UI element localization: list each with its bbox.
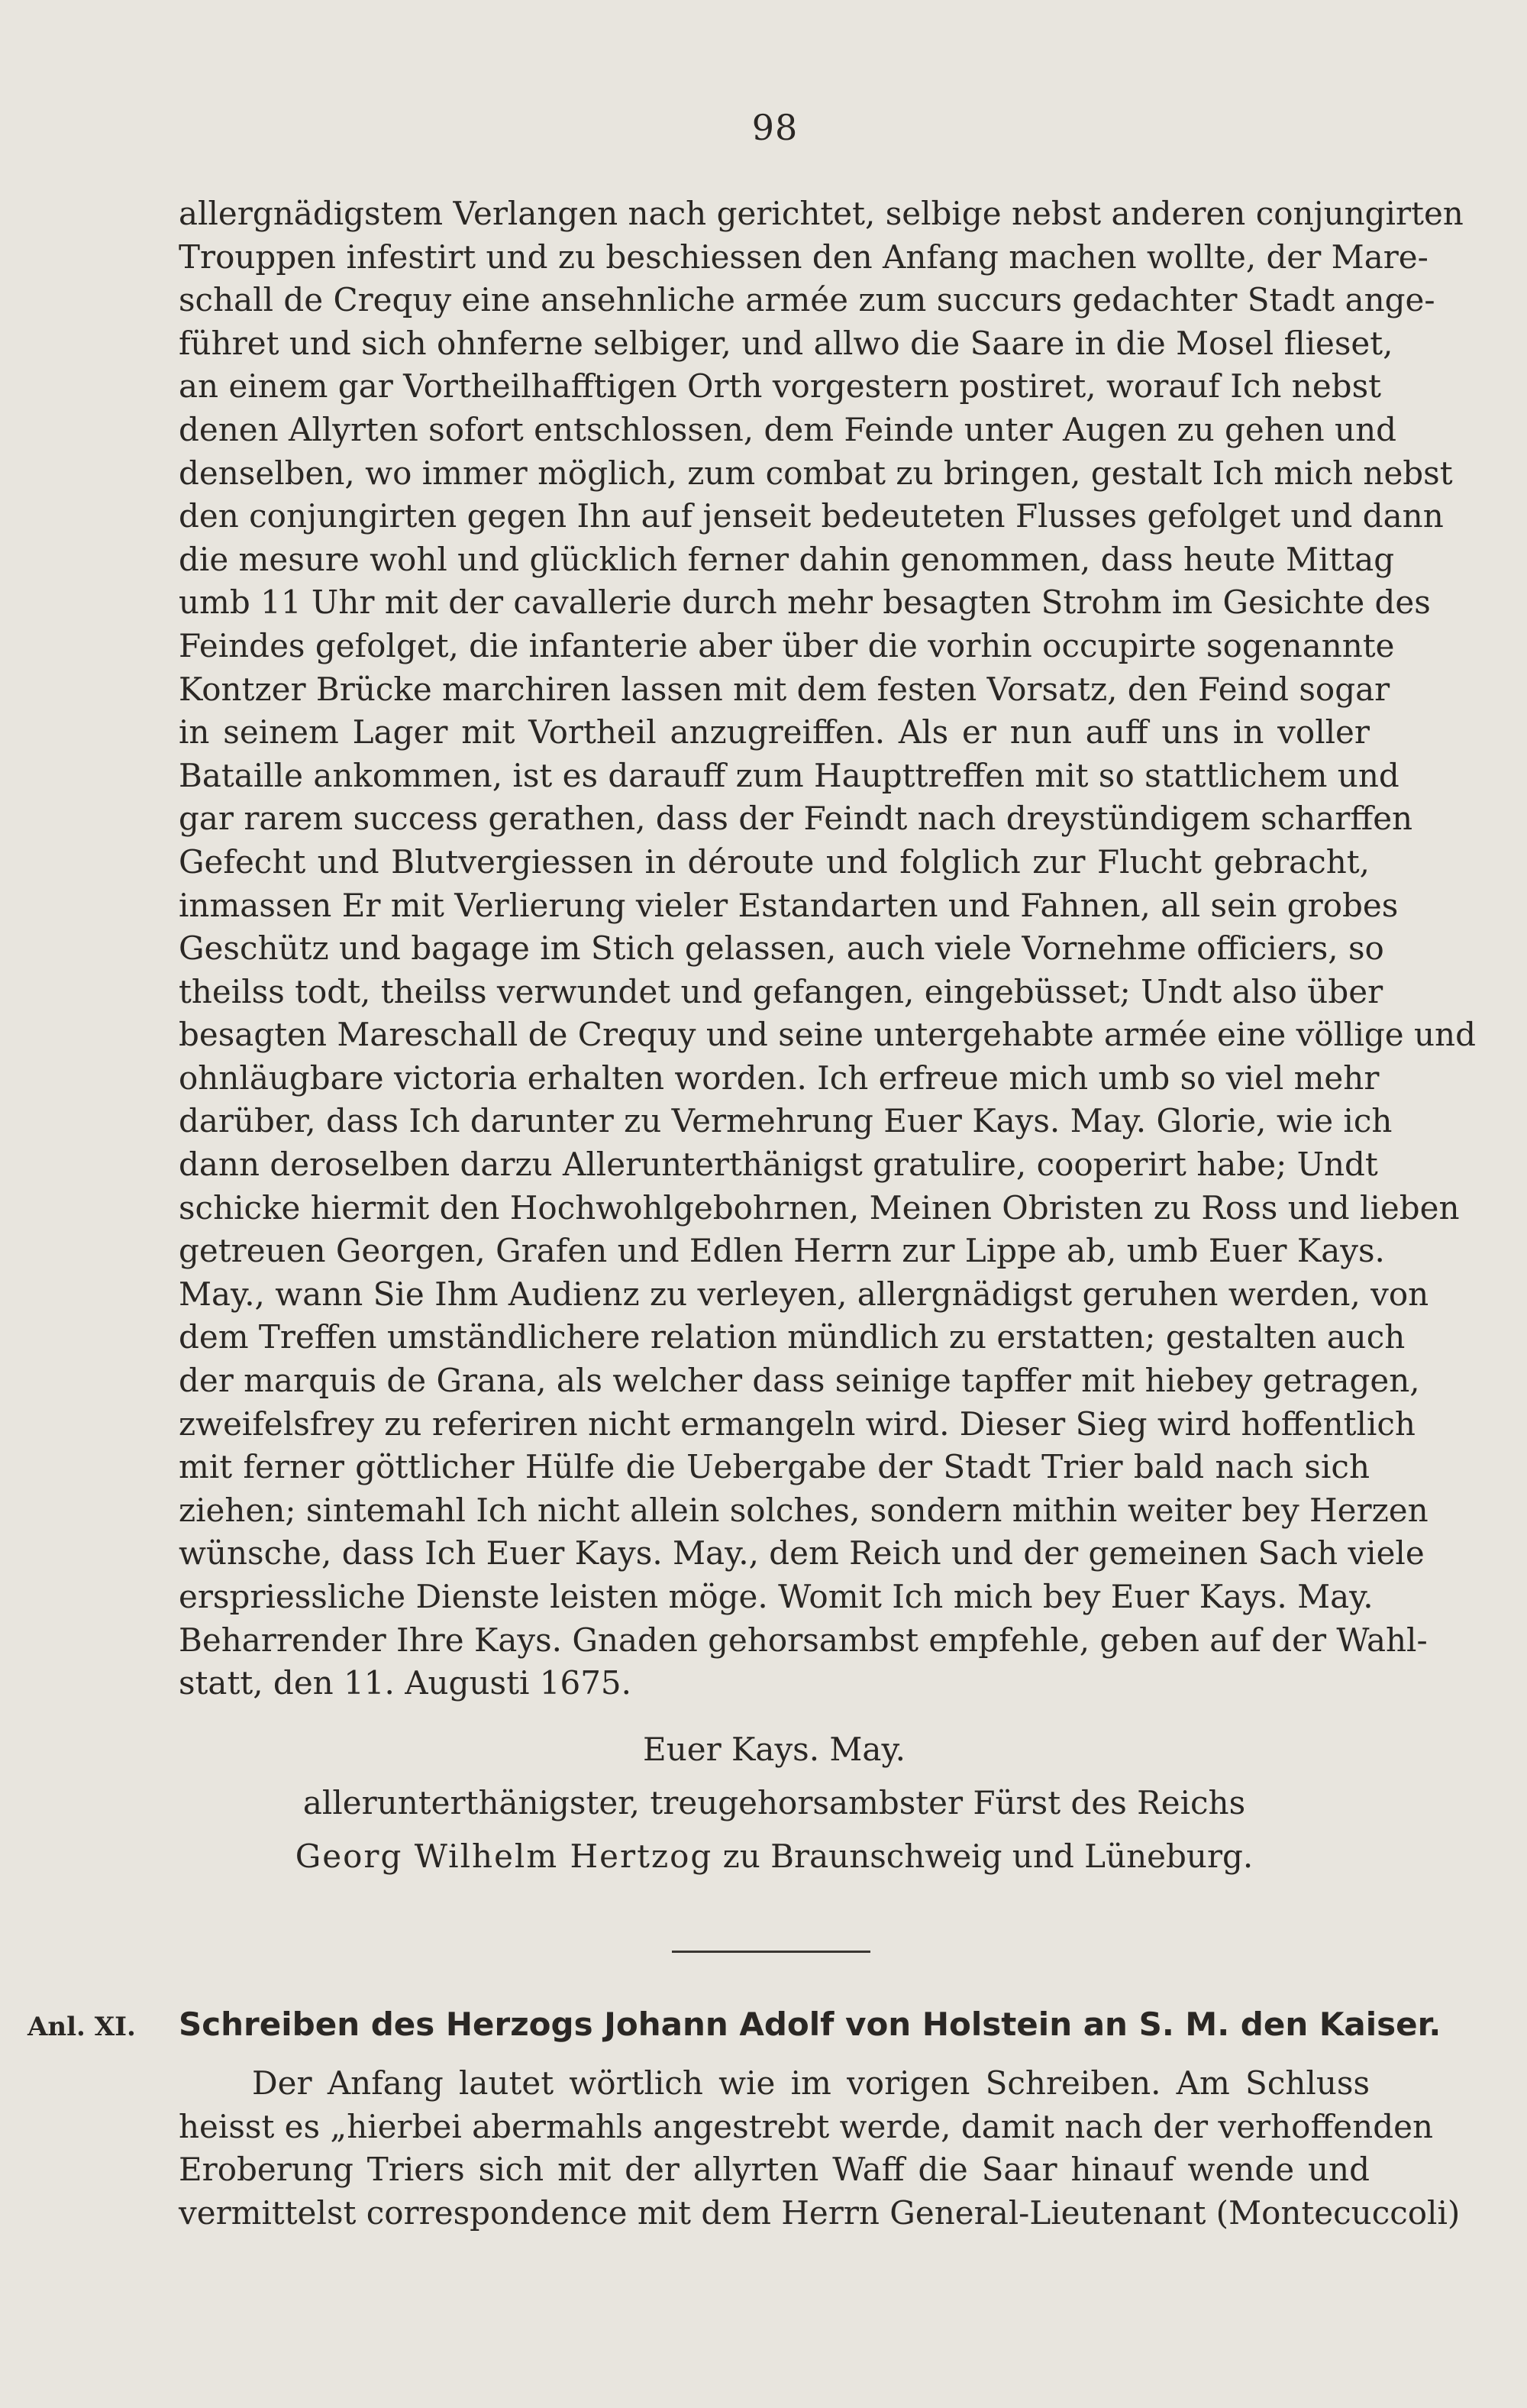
letter-line: in seinem Lager mit Vortheil anzugreiffen. Als er nun auff uns in voller bbox=[179, 713, 1370, 751]
letter-line: ziehen; sintemahl Ich nicht allein solches, sondern mithin weiter bey Herzen bbox=[179, 1491, 1429, 1529]
signature-name: Georg Wilhelm Hertzog bbox=[295, 1838, 713, 1875]
letter-body bbox=[179, 192, 1476, 1705]
letter-line: führet und sich ohnferne selbiger, und allwo die Saare in die Mosel flieset, bbox=[179, 324, 1393, 362]
letter-line: Gefecht und Blutvergiessen in déroute und folglich zur Flucht gebracht, bbox=[179, 842, 1370, 881]
annex-line: heisst es „hierbei abermahls angestrebt werde, damit nach der verhoffenden bbox=[179, 2107, 1434, 2145]
letter-line: besagten Mareschall de Crequy und seine untergehabte armée eine völlige und bbox=[179, 1016, 1476, 1054]
annex-line: Der Anfang lautet wörtlich wie im vorigen Schreiben. Am Schluss bbox=[252, 2064, 1370, 2102]
letter-line: darüber, dass Ich darunter zu Vermehrung Euer Kays. May. Glorie, wie ich bbox=[179, 1102, 1393, 1140]
annex-body bbox=[179, 2062, 1461, 2235]
letter-line: allergnädigstem Verlangen nach gerichtet, selbige nebst anderen conjungirten bbox=[179, 195, 1464, 232]
letter-line: theilss todt, theilss verwundet und gefangen, eingebüsset; Undt also über bbox=[179, 972, 1383, 1010]
letter-line: Feindes gefolget, die infanterie aber über die vorhin occupirte sogenannte bbox=[179, 626, 1395, 664]
section-divider bbox=[672, 1951, 870, 1953]
letter-line: inmassen Er mit Verlierung vieler Estandarten und Fahnen, all sein grobes bbox=[179, 886, 1399, 924]
letter-line: erspriessliche Dienste leisten möge. Womit Ich mich bey Euer Kays. May. bbox=[179, 1578, 1374, 1615]
annex-line: vermittelst correspondence mit dem Herrn General-Lieutenant (Montecuccoli) bbox=[179, 2193, 1461, 2232]
letter-line: dem Treffen umständlichere relation mündlich zu erstatten; gestalten auch bbox=[179, 1318, 1406, 1356]
letter-line: zweifelsfrey zu referiren nicht ermangeln wird. Dieser Sieg wird hoffentlich bbox=[179, 1404, 1416, 1443]
signature-rest: zu Braunschweig und Lüneburg. bbox=[722, 1838, 1254, 1875]
letter-line: denen Allyrten sofort entschlossen, dem Feinde unter Augen zu gehen und bbox=[179, 410, 1397, 448]
section-heading: Schreiben des Herzogs Johann Adolf von Holstein an S. M. den Kaiser. bbox=[179, 2006, 1441, 2043]
letter-line-last: statt, den 11. Augusti 1675. bbox=[179, 1664, 631, 1702]
letter-line: getreuen Georgen, Grafen und Edlen Herrn zur Lippe ab, umb Euer Kays. bbox=[179, 1232, 1385, 1270]
letter-line: Bataille ankommen, ist es darauff zum Haupttreffen mit so stattlichem und bbox=[179, 756, 1399, 794]
letter-line: Trouppen infestirt und zu beschiessen den Anfang machen wollte, der Mare- bbox=[179, 238, 1429, 276]
letter-line: Kontzer Brücke marchiren lassen mit dem festen Vorsatz, den Feind sogar bbox=[179, 670, 1390, 708]
page-number: 98 bbox=[751, 107, 799, 148]
letter-line: Beharrender Ihre Kays. Gnaden gehorsambst empfehle, geben auf der Wahl- bbox=[179, 1621, 1428, 1659]
letter-line: mit ferner göttlicher Hülfe die Uebergabe der Stadt Trier bald nach sich bbox=[179, 1448, 1370, 1486]
letter-line: umb 11 Uhr mit der cavallerie durch mehr besagten Strohm im Gesichte des bbox=[179, 583, 1431, 622]
letter-line: denselben, wo immer möglich, zum combat zu bringen, gestalt Ich mich nebst bbox=[179, 454, 1453, 492]
letter-line: Geschütz und bagage im Stich gelassen, auch viele Vornehme officiers, so bbox=[179, 929, 1384, 968]
letter-line: ohnläugbare victoria erhalten worden. Ich erfreue mich umb so viel mehr bbox=[179, 1059, 1380, 1097]
letter-line: gar rarem success gerathen, dass der Feindt nach dreystündigem scharffen bbox=[179, 800, 1413, 838]
letter-line: schall de Crequy eine ansehnliche armée zum succurs gedachter Stadt ange- bbox=[179, 281, 1435, 319]
letter-line: der marquis de Grana, als welcher dass seinige tapffer mit hiebey getragen, bbox=[179, 1362, 1420, 1400]
signature bbox=[179, 1834, 1370, 1879]
closing-salutation: Euer Kays. May. bbox=[643, 1731, 906, 1768]
closing-subscription: allerunterthänigster, treugehorsambster Fürst des Reichs bbox=[302, 1784, 1246, 1821]
letter-line: die mesure wohl und glücklich ferner dahin genommen, dass heute Mittag bbox=[179, 540, 1395, 578]
letter-line: May., wann Sie Ihm Audienz zu verleyen, allergnädigst geruhen werden, von bbox=[179, 1275, 1429, 1313]
letter-line: an einem gar Vortheilhafftigen Orth vorgestern postiret, worauf Ich nebst bbox=[179, 367, 1381, 406]
letter-line: dann deroselben darzu Allerunterthänigst gratulire, cooperirt habe; Undt bbox=[179, 1146, 1378, 1184]
annex-line: Eroberung Triers sich mit der allyrten Waff die Saar hinauf wende und bbox=[179, 2151, 1370, 2189]
letter-line: den conjungirten gegen Ihn auf jenseit bedeuteten Flusses gefolget und dann bbox=[179, 497, 1444, 535]
letter-line: schicke hiermit den Hochwohlgebohrnen, Meinen Obristen zu Ross und lieben bbox=[179, 1188, 1460, 1227]
annex-label: Anl. XI. bbox=[27, 2012, 136, 2042]
letter-line: wünsche, dass Ich Euer Kays. May., dem Reich und der gemeinen Sach viele bbox=[179, 1534, 1425, 1572]
